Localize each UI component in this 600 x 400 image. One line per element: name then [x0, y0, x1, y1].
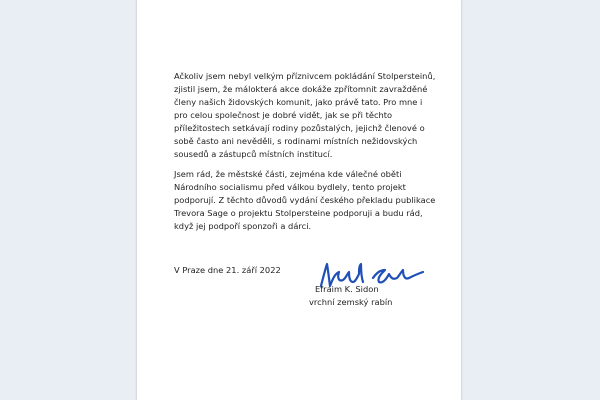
- document-page: [137, 0, 461, 400]
- date-line: V Praze dne 21. září 2022: [174, 265, 281, 275]
- paragraph-1: Ačkoliv jsem nebyl velkým příznivcem pokládání Stolpersteinů, zjistil jsem, že málokterá akce dokáže zpřítomnit zavražděné členy našich židovských komunit, jako právě tato. Pro mne i pro celou společnost je dobré vidět, jak se při těchto příležitostech setkávají rodiny pozůstalých, jejichž členové o sobě často ani nevěděli, s rodinami místních nežidovských sousedů a zástupců místních institucí.: [174, 71, 436, 159]
- signer-title: vrchní zemský rabín: [309, 297, 393, 307]
- letter-body: [174, 70, 436, 240]
- paragraph-2: Jsem rád, že městské části, zejména kde válečné oběti Národního socialismu před válkou bydlely, tento projekt podporují. Z těchto důvodů vydání českého překladu publikace Trevora Sage o projektu Stolpersteine podporuji a budu rád, když jej podpoří sponzoři a dárci.: [174, 169, 436, 231]
- signer-name: Efraim K. Sidon: [315, 284, 379, 294]
- signature-block: [309, 283, 392, 309]
